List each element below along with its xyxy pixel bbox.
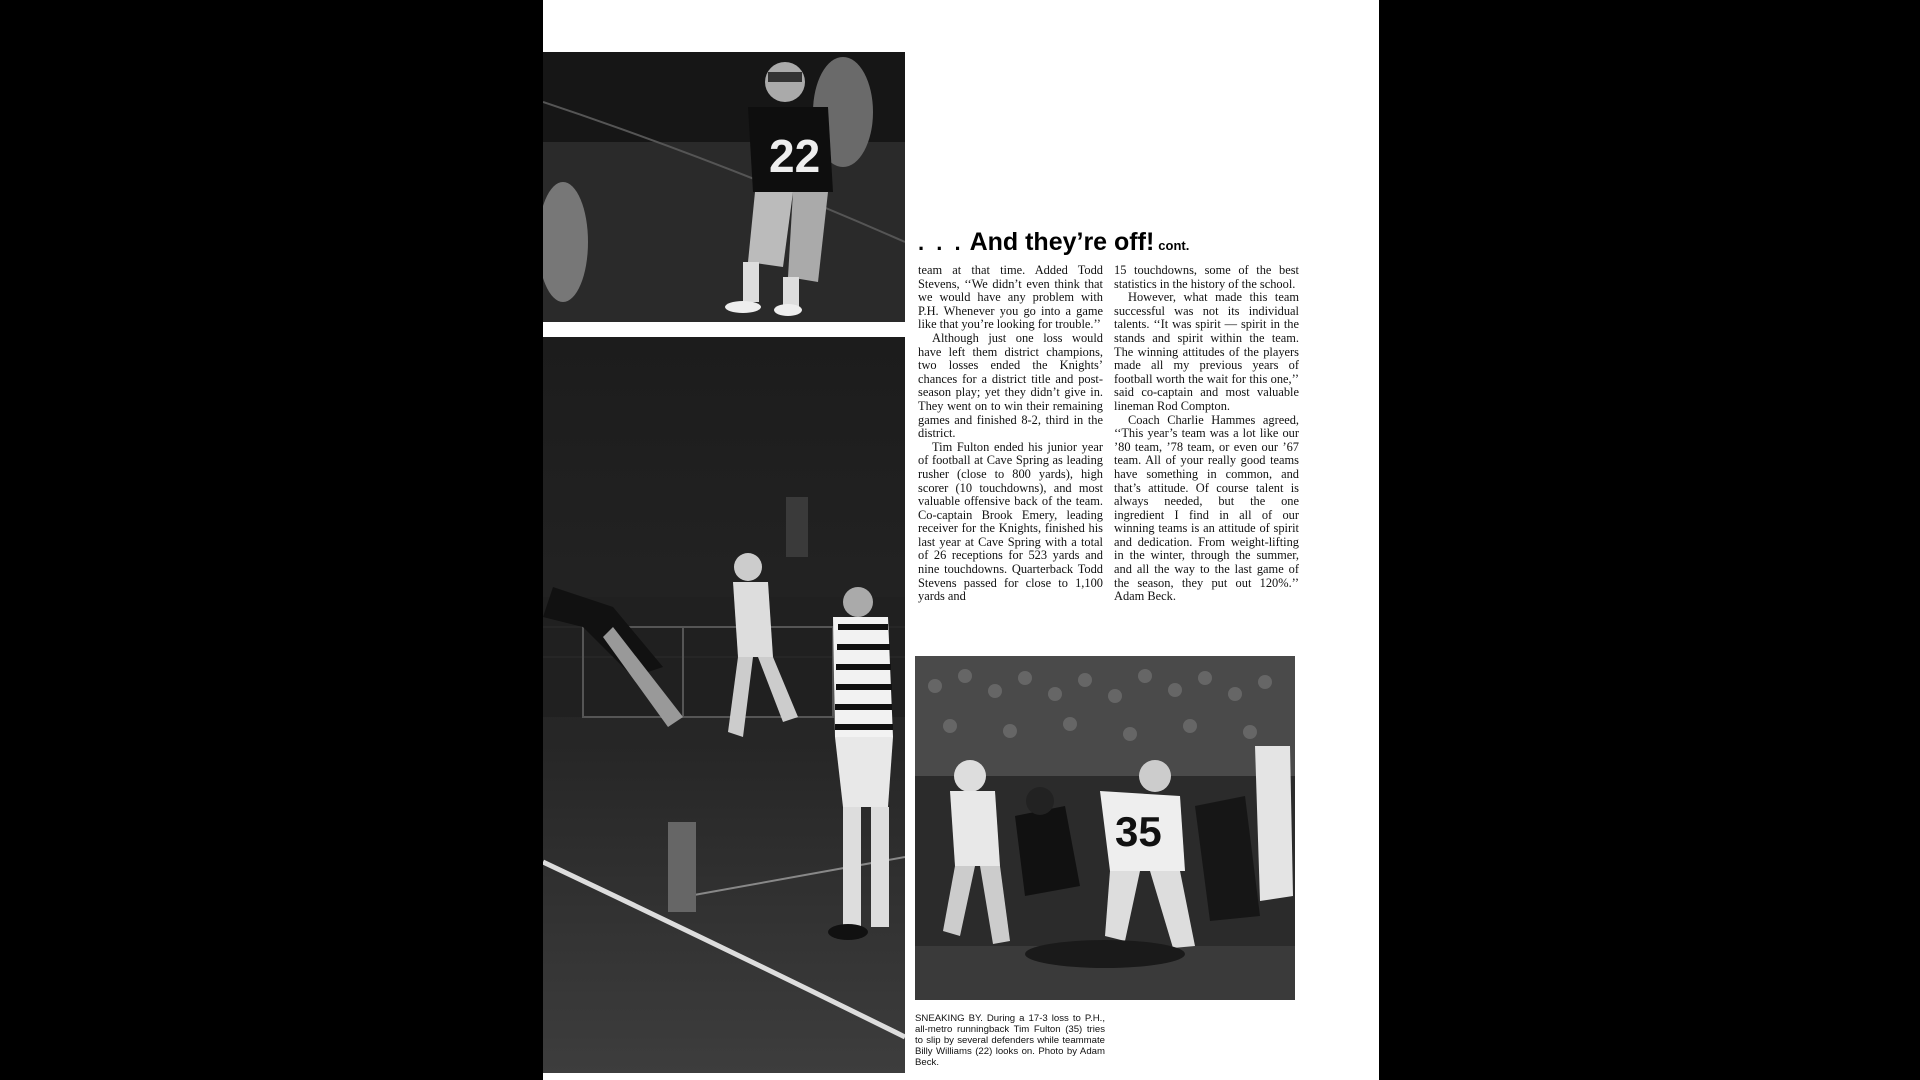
yearbook-page — [543, 0, 1379, 1080]
paragraph: Although just one loss would have left them district champions, two losses ended the Knights’ chances for a district title and post-season play; yet they didn’t give in. They went on to win their remaining games and finished 8-2, third in the district. — [918, 330, 1103, 441]
heading-ellipsis: . . . — [918, 230, 964, 255]
article-column-2 — [1114, 264, 1299, 604]
paragraph: Tim Fulton ended his junior year of football at Cave Spring as leading rusher (close to 800 yards), high scorer (10 touchdowns), and most valuable offensive back of the team. Co-captain Brook Emery, leading receiver for the Knights, finished his last year at Cave Spring with a total of 26 receptions for 523 yards and nine touchdowns. Quarterback Todd Stevens passed for close to 1,100 yards and — [918, 439, 1103, 604]
paragraph: Coach Charlie Hammes agreed, ‘‘This year’s team was a lot like our ’80 team, ’78 team, or even our ’67 team. All of your really good teams have something in common, and that’s attitude. Of course talent is always needed, but the one ingredient I find in all of our winning teams is an attitude of spirit and dedication. From weight-lifting in the winter, through the summer, and all the way to the last game of the season, they put out 120%.’’ Adam Beck. — [1114, 412, 1299, 604]
heading-title: And they’re off! — [969, 228, 1155, 256]
jersey-number-22: 22 — [769, 130, 821, 182]
article-column-1 — [918, 264, 1103, 604]
article-heading — [918, 228, 1189, 257]
photo-player-22 — [543, 52, 905, 322]
photo-caption: SNEAKING BY. During a 17-3 loss to P.H., all-metro runningback Tim Fulton (35) tries to slip by several defenders while teammate Billy Williams (22) looks on. Photo by Adam Beck. — [915, 1013, 1105, 1068]
photo-runningback-35 — [915, 656, 1295, 1000]
heading-continued: cont. — [1158, 238, 1190, 253]
jersey-number-35: 35 — [1115, 808, 1162, 855]
paragraph: However, what made this team successful was not its individual talents. ‘‘It was spirit — spirit in the stands and spirit within the team. The winning attitudes of the players made all my previous years of football worth the wait for this one,’’ said co-captain and most valuable lineman Rod Compton. — [1114, 290, 1299, 413]
photo-goal-line-play — [543, 337, 905, 1073]
paragraph: 15 touchdowns, some of the best statistics in the history of the school. — [1114, 263, 1299, 291]
paragraph: team at that time. Added Todd Stevens, ‘‘We didn’t even think that we would have any problem with P.H. Whenever you go into a game like that you’re looking for trouble.’’ — [918, 263, 1103, 332]
